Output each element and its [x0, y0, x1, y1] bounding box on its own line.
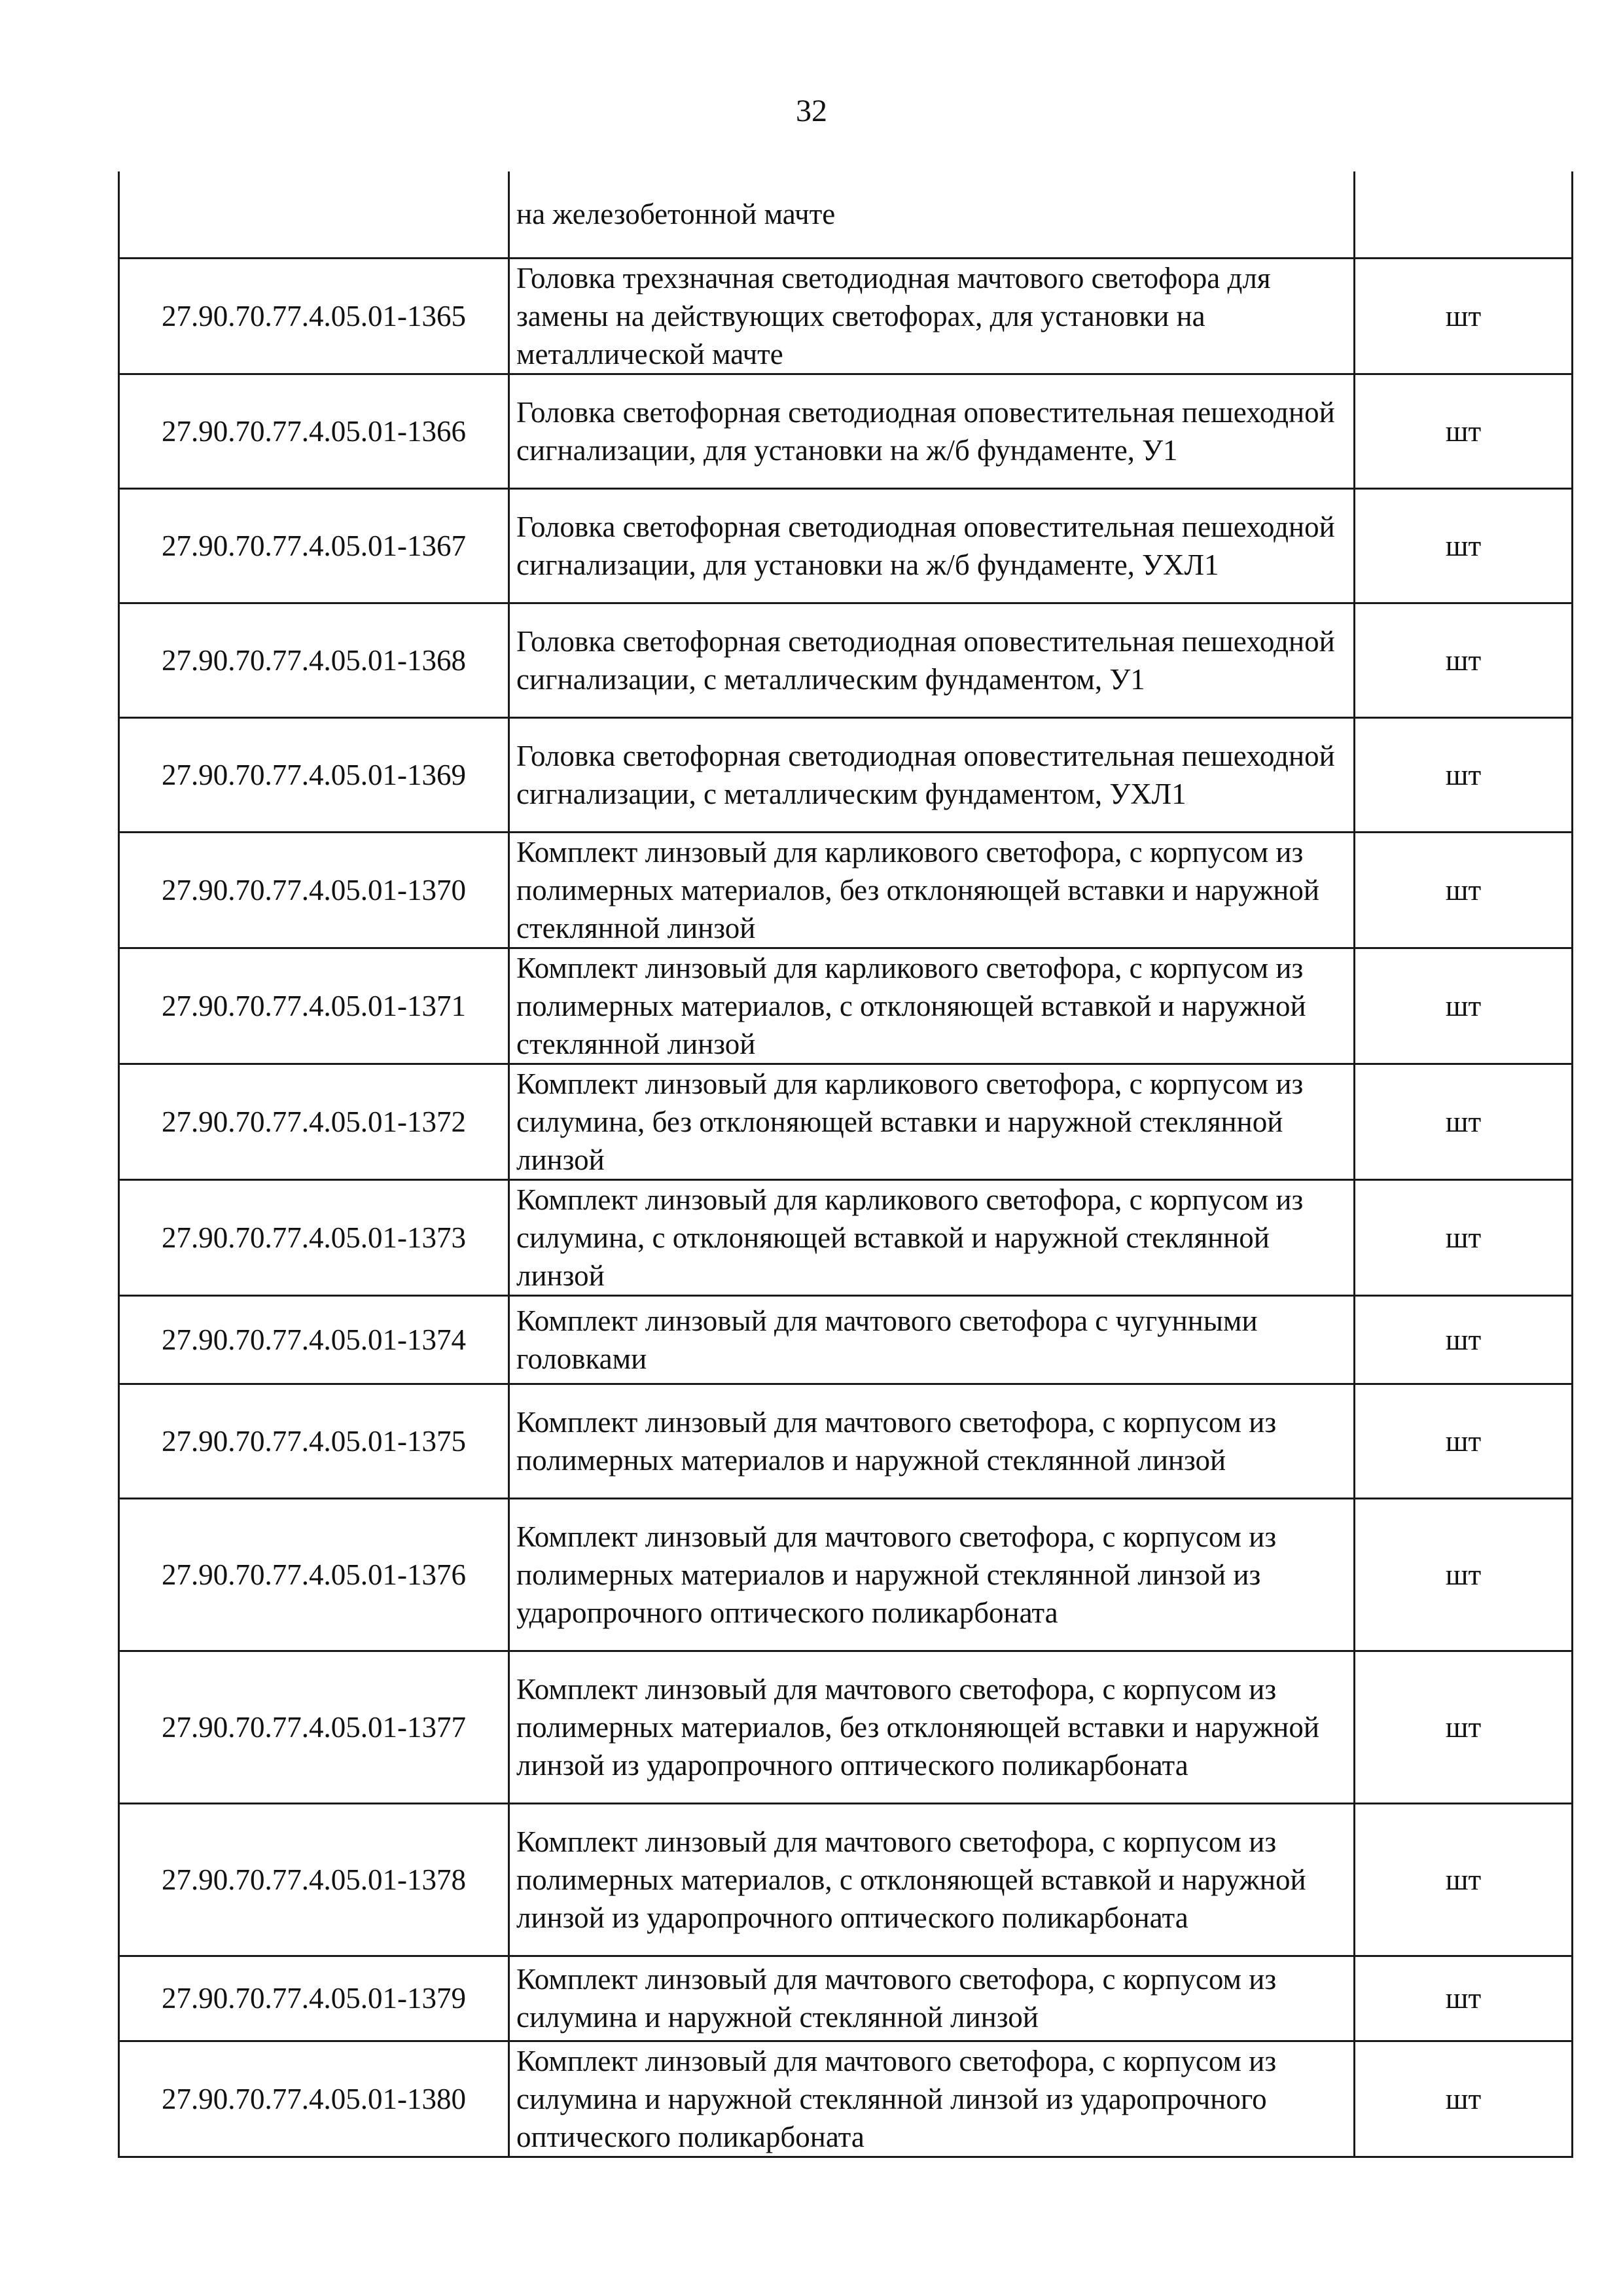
name-cell: на железобетонной мачте	[509, 171, 1355, 258]
name-cell: Комплект линзовый для карликового светофора, с корпусом из силумина, без отклоняющей вставки и наружной стеклянной линзой	[509, 1064, 1355, 1179]
code-cell: 27.90.70.77.4.05.01-1379	[119, 1956, 509, 2041]
name-cell: Комплект линзовый для мачтового светофора, с корпусом из силумина и наружной стеклянной линзой	[509, 1956, 1355, 2041]
code-cell: 27.90.70.77.4.05.01-1370	[119, 832, 509, 948]
unit-cell	[1355, 171, 1573, 258]
unit-cell: шт	[1355, 1295, 1573, 1384]
table-row	[119, 1956, 1573, 2041]
unit-cell: шт	[1355, 832, 1573, 948]
table-row	[119, 374, 1573, 488]
code-cell: 27.90.70.77.4.05.01-1373	[119, 1179, 509, 1295]
table-row	[119, 1651, 1573, 1803]
name-cell: Комплект линзовый для мачтового светофора, с корпусом из силумина и наружной стеклянной линзой из ударопрочного оптического поликарбоната	[509, 2041, 1355, 2157]
table-row-continuation	[119, 171, 1573, 258]
name-cell: Головка светофорная светодиодная оповестительная пешеходной сигнализации, для установки на ж/б фундаменте, УХЛ1	[509, 488, 1355, 603]
name-cell: Головка светофорная светодиодная оповестительная пешеходной сигнализации, с металлическим фундаментом, У1	[509, 603, 1355, 717]
name-cell: Комплект линзовый для мачтового светофора, с корпусом из полимерных материалов, с отклоняющей вставкой и наружной линзой из ударопрочного оптического поликарбоната	[509, 1803, 1355, 1956]
name-cell: Комплект линзовый для карликового светофора, с корпусом из полимерных материалов, без отклоняющей вставки и наружной стеклянной линзой	[509, 832, 1355, 948]
table-row	[119, 717, 1573, 832]
code-cell: 27.90.70.77.4.05.01-1367	[119, 488, 509, 603]
code-cell: 27.90.70.77.4.05.01-1371	[119, 948, 509, 1064]
code-cell: 27.90.70.77.4.05.01-1375	[119, 1384, 509, 1498]
unit-cell: шт	[1355, 374, 1573, 488]
name-cell: Комплект линзовый для мачтового светофора с чугунными головками	[509, 1295, 1355, 1384]
code-cell: 27.90.70.77.4.05.01-1374	[119, 1295, 509, 1384]
code-cell: 27.90.70.77.4.05.01-1380	[119, 2041, 509, 2157]
table-row	[119, 948, 1573, 1064]
table-row	[119, 488, 1573, 603]
page-number: 32	[796, 94, 827, 128]
unit-cell: шт	[1355, 717, 1573, 832]
table-row	[119, 258, 1573, 374]
code-cell: 27.90.70.77.4.05.01-1376	[119, 1498, 509, 1651]
code-cell	[119, 171, 509, 258]
table-row	[119, 603, 1573, 717]
code-cell: 27.90.70.77.4.05.01-1369	[119, 717, 509, 832]
name-cell: Комплект линзовый для карликового светофора, с корпусом из силумина, с отклоняющей вставкой и наружной стеклянной линзой	[509, 1179, 1355, 1295]
table-row	[119, 832, 1573, 948]
table-row	[119, 1498, 1573, 1651]
code-cell: 27.90.70.77.4.05.01-1366	[119, 374, 509, 488]
unit-cell: шт	[1355, 258, 1573, 374]
name-cell: Комплект линзовый для мачтового светофора, с корпусом из полимерных материалов и наружной стеклянной линзой из ударопрочного оптического поликарбоната	[509, 1498, 1355, 1651]
code-cell: 27.90.70.77.4.05.01-1365	[119, 258, 509, 374]
unit-cell: шт	[1355, 488, 1573, 603]
resource-classifier-table	[118, 171, 1573, 2158]
unit-cell: шт	[1355, 1179, 1573, 1295]
unit-cell: шт	[1355, 1384, 1573, 1498]
unit-cell: шт	[1355, 1803, 1573, 1956]
name-cell: Головка светофорная светодиодная оповестительная пешеходной сигнализации, для установки на ж/б фундаменте, У1	[509, 374, 1355, 488]
unit-cell: шт	[1355, 1498, 1573, 1651]
unit-cell: шт	[1355, 1956, 1573, 2041]
name-cell: Головка светофорная светодиодная оповестительная пешеходной сигнализации, с металлическим фундаментом, УХЛ1	[509, 717, 1355, 832]
table-row	[119, 1803, 1573, 1956]
unit-cell: шт	[1355, 948, 1573, 1064]
table-row	[119, 1295, 1573, 1384]
name-cell: Комплект линзовый для карликового светофора, с корпусом из полимерных материалов, с отклоняющей вставкой и наружной стеклянной линзой	[509, 948, 1355, 1064]
unit-cell: шт	[1355, 2041, 1573, 2157]
code-cell: 27.90.70.77.4.05.01-1368	[119, 603, 509, 717]
unit-cell: шт	[1355, 1064, 1573, 1179]
code-cell: 27.90.70.77.4.05.01-1377	[119, 1651, 509, 1803]
name-cell: Комплект линзовый для мачтового светофора, с корпусом из полимерных материалов, без отклоняющей вставки и наружной линзой из ударопрочного оптического поликарбоната	[509, 1651, 1355, 1803]
code-cell: 27.90.70.77.4.05.01-1378	[119, 1803, 509, 1956]
table-row	[119, 2041, 1573, 2157]
unit-cell: шт	[1355, 603, 1573, 717]
unit-cell: шт	[1355, 1651, 1573, 1803]
code-cell: 27.90.70.77.4.05.01-1372	[119, 1064, 509, 1179]
name-cell: Головка трехзначная светодиодная мачтового светофора для замены на действующих светофорах, для установки на металлической мачте	[509, 258, 1355, 374]
table-row	[119, 1064, 1573, 1179]
table-row	[119, 1179, 1573, 1295]
name-cell: Комплект линзовый для мачтового светофора, с корпусом из полимерных материалов и наружной стеклянной линзой	[509, 1384, 1355, 1498]
table-row	[119, 1384, 1573, 1498]
